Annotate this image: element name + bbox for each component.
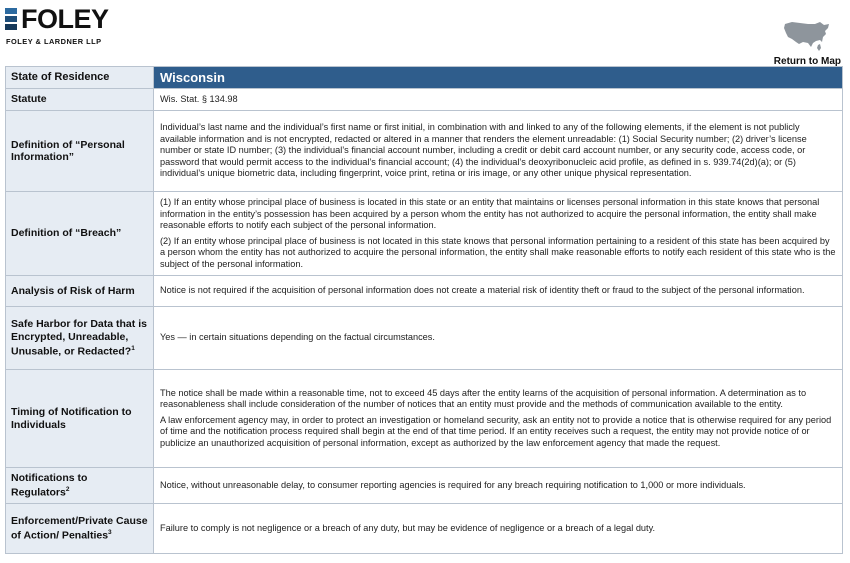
row-label: Safe Harbor for Data that is Encrypted, Unreadable, Unusable, or Redacted?$^1$ [6, 307, 154, 370]
row-value: Notice, without unreasonable delay, to consumer reporting agencies is required for any breach requiring notification to 1,000 or more individuals. [160, 479, 746, 490]
table-row-regulators [6, 468, 843, 504]
state-name: Wisconsin [154, 67, 843, 89]
breach-law-table [5, 66, 843, 554]
logo-mark-icon [5, 8, 19, 31]
row-label: Enforcement/Private Cause of Action/ Penalties$^3$ [6, 504, 154, 554]
row-label: Statute [6, 89, 154, 111]
row-label: State of Residence [6, 67, 154, 89]
footnote-ref: 2 [65, 486, 70, 494]
row-label: Definition of “Personal Information” [6, 111, 154, 192]
us-map-icon [782, 18, 832, 52]
row-value: A law enforcement agency may, in order to protect an investigation or homeland security, ask an entity not to provide a notice that is otherwise required for any period of time and the notification process required shall begin at the end of that time period. If an entity receives such a request, the entity may not provide notice of or publicize an unauthorized acquisition of personal information, except as authorized by the law enforcement agency that made the request. [160, 414, 832, 448]
brand-name: FOLEY [21, 4, 109, 34]
row-value: Failure to comply is not negligence or a breach of any duty, but may be evidence of negligence or a breach of a legal duty. [160, 522, 656, 533]
row-value: Wis. Stat. § 134.98 [160, 93, 238, 104]
row-label: Analysis of Risk of Harm [6, 276, 154, 307]
footnote-ref: 3 [108, 529, 112, 537]
row-value: Individual’s last name and the individual’s first name or first initial, in combination with and linked to any of the following elements, if the element is not publicly available information and is not encrypted, redacted or altered in a manner that renders the element unreadable: (1) Social Security number; (2) driver’s license number or state ID number; (3) the individual’s financial account number, including a credit or debit card account number, or any security code, access code, or password that would permit access to the individual’s financial account; (4) the individual’s deoxyribonucleic acid profile, as defined in s. 939.74(2d)(a); or (5) individual’s unique biometric data, including fingerprint, voice print, retina or iris image, or any other unique physical representation. [160, 122, 807, 179]
table-row-risk-of-harm [6, 276, 843, 307]
return-to-map-link[interactable] [774, 18, 841, 67]
brand-subtitle: FOLEY & LARDNER LLP [6, 37, 102, 46]
row-label: Notifications to Regulators$^2$ [6, 468, 154, 504]
return-to-map-label: Return to Map [773, 56, 841, 67]
row-value: (1) If an entity whose principal place of business is located in this state or an entity that maintains or licenses personal information in this state knows that personal information in the entity’s possession has been acquired by a person whom the entity has not authorized to acquire the personal information, the entity shall make reasonable efforts to notify each subject of the personal information. [160, 197, 820, 230]
footnote-ref: 1 [131, 345, 135, 352]
row-value: Yes — in certain situations depending on the factual circumstances. [160, 332, 435, 343]
table-row-statute [6, 89, 843, 111]
table-row-personal-information [6, 111, 843, 192]
row-value: (2) If an entity whose principal place of business is not located in this state knows that personal information pertaining to a resident of this state has been acquired by a person whom the entity has not authorized to acquire the personal information, the entity shall make reasonable efforts to notify each resident of this state who is the subject of the personal information. [160, 235, 836, 269]
row-label: Definition of “Breach” [6, 192, 154, 276]
row-value: Notice is not required if the acquisition of personal information does not create a material risk of identity theft or fraud to the subject of the personal information. [160, 285, 805, 296]
row-label: Timing of Notification to Individuals [6, 370, 154, 468]
row-value: The notice shall be made within a reasonable time, not to exceed 45 days after the entity learns of the acquisition of personal information. A determination as to reasonableness shall include consideration of the number of notices that an entity must provide and the methods of communication available to the entity. [160, 387, 807, 410]
table-row-enforcement [6, 504, 843, 554]
foley-logo [5, 6, 109, 46]
table-row-safe-harbor [6, 307, 843, 370]
table-row-timing [6, 370, 843, 468]
table-row-breach [6, 192, 843, 276]
table-row-state [6, 67, 843, 89]
